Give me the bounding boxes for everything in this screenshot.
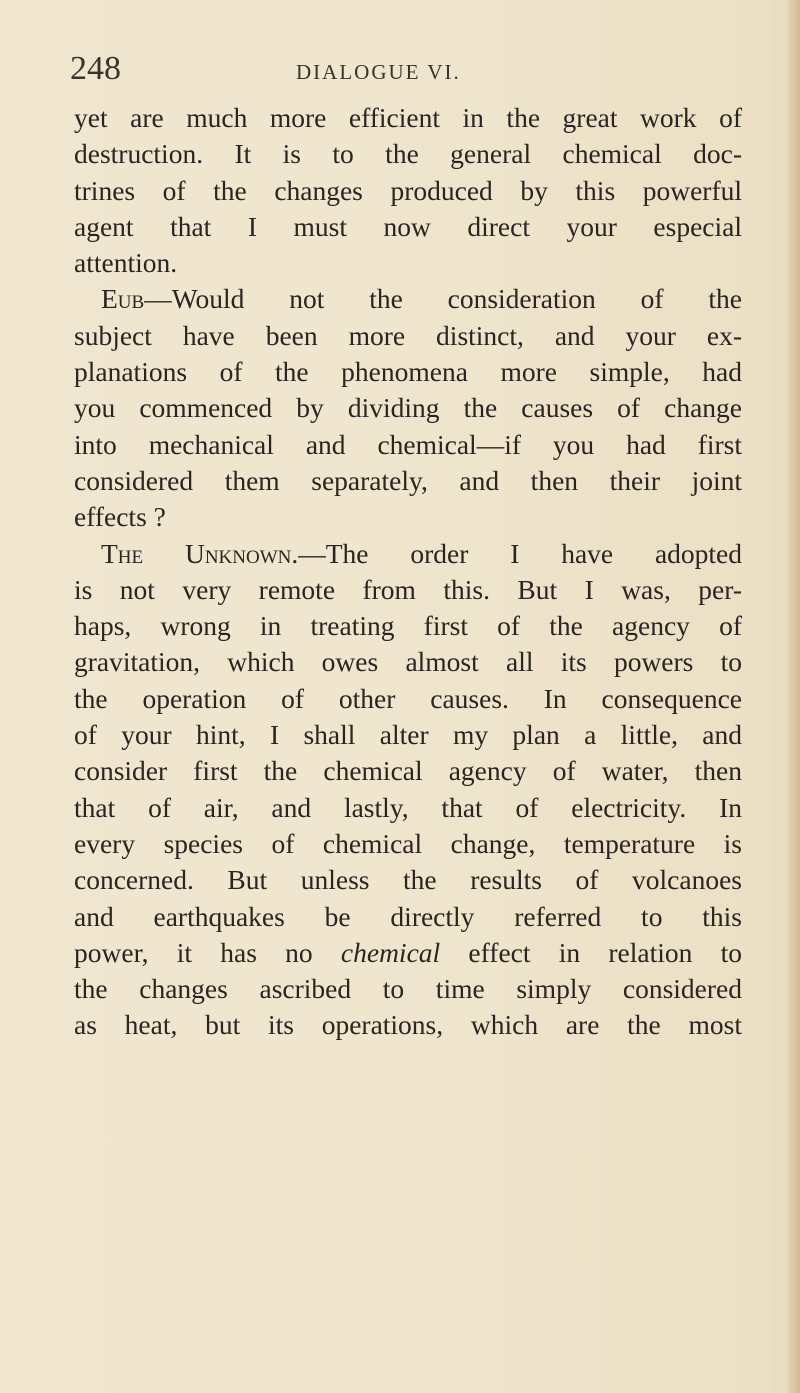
text-line: that of air, and lastly, that of electricity. In — [74, 791, 742, 823]
text-line: of your hint, I shall alter my plan a little, and — [74, 719, 742, 751]
text-line: the changes ascribed to time simply considered — [74, 973, 742, 1005]
text-line: considered them separately, and then their joint — [74, 464, 742, 496]
body-text — [74, 100, 742, 1044]
text-line: planations of the phenomena more simple, had — [74, 356, 742, 388]
text-line: gravitation, which owes almost all its powers to — [74, 646, 742, 678]
text-line: haps, wrong in treating first of the agency of — [74, 610, 742, 642]
text-line: every species of chemical change, temperature is — [74, 827, 742, 859]
speaker-name-unknown: The Unknown — [101, 537, 292, 569]
text-line — [74, 935, 742, 971]
text-line: trines of the changes produced by this powerful — [74, 174, 742, 206]
text-span: effect in relation to — [440, 936, 742, 968]
text-line: the operation of other causes. In consequence — [74, 682, 742, 714]
text-line: concerned. But unless the results of volcanoes — [74, 864, 742, 896]
text-line: yet are much more efficient in the great work of — [74, 102, 742, 133]
text-line: subject have been more distinct, and your ex- — [74, 319, 742, 351]
text-line: agent that I must now direct your especial — [74, 210, 742, 242]
text-line: and earthquakes be directly referred to this — [74, 900, 742, 932]
text-line: as heat, but its operations, which are the most — [74, 1009, 742, 1041]
text-span: .—The order I have adopted — [291, 537, 742, 569]
text-line: destruction. It is to the general chemical doc- — [74, 138, 742, 170]
text-span: power, it has no — [74, 936, 341, 968]
text-line: effects ? — [74, 501, 166, 533]
text-line — [74, 536, 742, 572]
text-line: attention. — [74, 247, 178, 279]
running-title: DIALOGUE VI. — [296, 60, 461, 84]
speaker-name-eub: Eub — [101, 283, 145, 315]
text-line: consider first the chemical agency of water, then — [74, 755, 742, 787]
page-edge — [788, 0, 800, 1393]
text-line — [74, 281, 742, 317]
text-line: into mechanical and chemical—if you had first — [74, 428, 742, 460]
text-line: is not very remote from this. But I was, per- — [74, 573, 742, 605]
text-span: —Would not the consideration of the — [144, 283, 742, 315]
emphasis-chemical: chemical — [340, 936, 441, 968]
text-line: you commenced by dividing the causes of change — [74, 392, 742, 424]
page-number: 248 — [70, 50, 121, 87]
